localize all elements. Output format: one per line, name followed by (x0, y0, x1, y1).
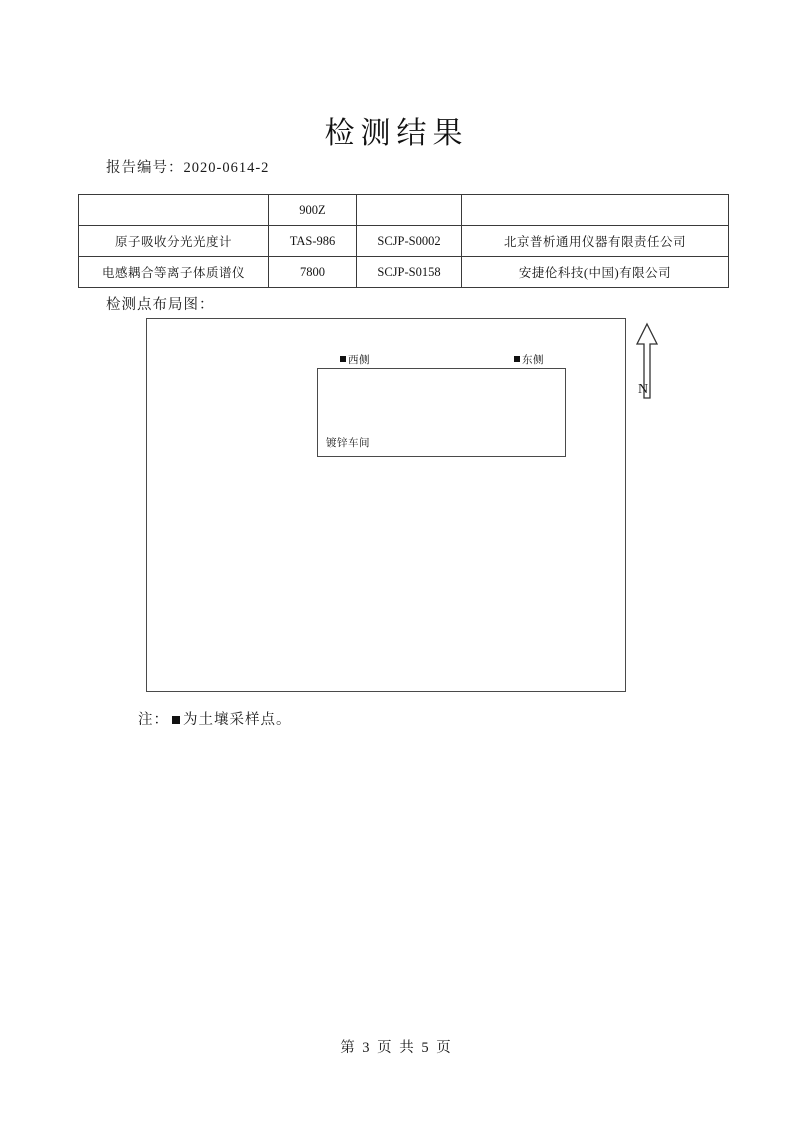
sampling-point-label: 西侧 (348, 355, 370, 366)
map-note (138, 708, 292, 729)
instrument-name: 原子吸收分光光度计 (79, 226, 269, 257)
note-prefix: 注： (138, 712, 169, 728)
sampling-point-east (514, 352, 544, 367)
instrument-manufacturer: 安捷伦科技(中国)有限公司 (462, 257, 729, 288)
instrument-code (357, 195, 462, 226)
instrument-model: TAS-986 (269, 226, 357, 257)
page-title: 检测结果 (324, 116, 469, 151)
site-layout-map (146, 318, 626, 692)
instrument-name (79, 195, 269, 226)
instrument-manufacturer: 北京普析通用仪器有限责任公司 (462, 226, 729, 257)
sampling-point-icon (514, 356, 520, 362)
note-text: 为土壤采样点。 (183, 712, 292, 728)
table-row (79, 257, 729, 288)
table-row (79, 195, 729, 226)
instrument-table (78, 194, 729, 288)
instrument-name: 电感耦合等离子体质谱仪 (79, 257, 269, 288)
sampling-point-west (340, 352, 370, 367)
instrument-model: 7800 (269, 257, 357, 288)
sampling-point-icon (340, 356, 346, 362)
sampling-point-icon (172, 716, 180, 724)
table-row (79, 226, 729, 257)
page-footer: 第 3 页 共 5 页 (340, 1040, 453, 1056)
layout-caption: 检测点布局图： (106, 297, 215, 313)
instrument-code: SCJP-S0002 (357, 226, 462, 257)
north-label: N (638, 382, 649, 397)
workshop-area (317, 368, 566, 457)
instrument-model: 900Z (269, 195, 357, 226)
instrument-manufacturer (462, 195, 729, 226)
report-number: 报告编号：2020-0614-2 (106, 160, 270, 176)
sampling-point-label: 东侧 (522, 355, 544, 366)
workshop-label: 镀锌车间 (326, 438, 370, 449)
instrument-code: SCJP-S0158 (357, 257, 462, 288)
